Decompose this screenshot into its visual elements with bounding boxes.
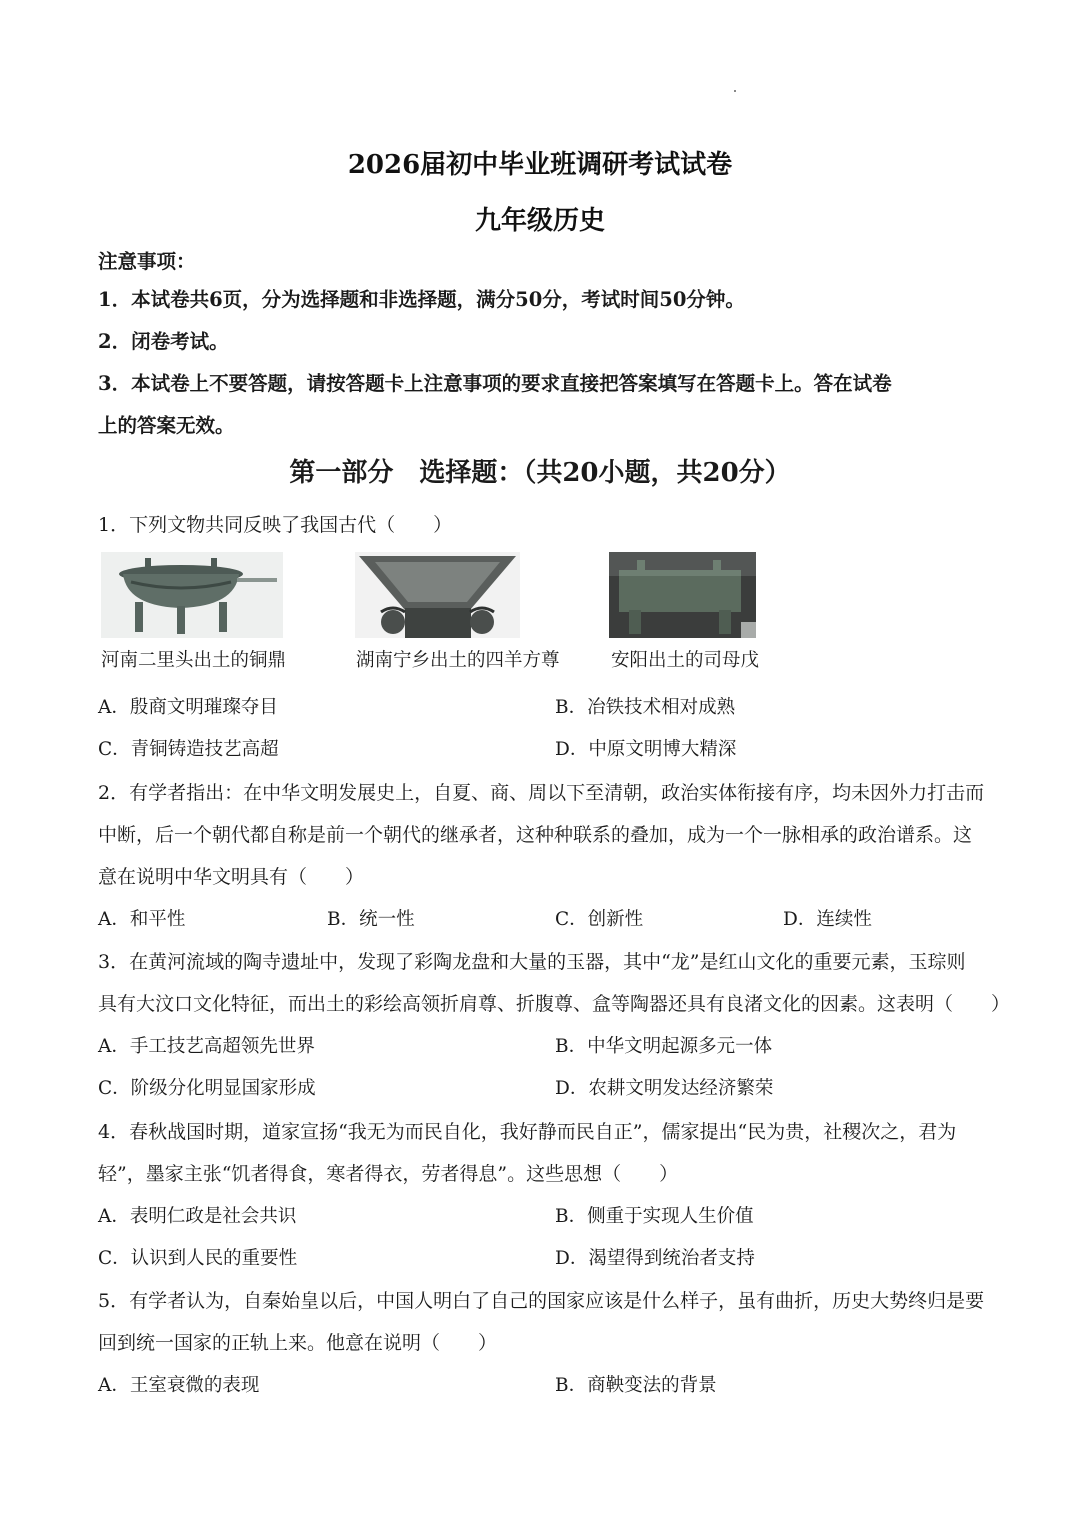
option-a: A．殷商文明璀璨夺目 <box>98 697 278 718</box>
option-b: B．商鞅变法的背景 <box>555 1375 717 1396</box>
artifact-caption: 湖南宁乡出土的四羊方尊 <box>356 650 560 671</box>
option-d: D．连续性 <box>783 909 872 930</box>
option-b: B．冶铁技术相对成熟 <box>555 697 736 718</box>
question-stem: 5．有学者认为，自秦始皇以后，中国人明白了自己的国家应该是什么样子，虽有曲折，历史大势终归是要 <box>98 1290 985 1312</box>
option-b: B．统一性 <box>327 909 415 930</box>
option-d: D．农耕文明发达经济繁荣 <box>555 1078 774 1099</box>
option-c: C．青铜铸造技艺高超 <box>98 739 279 760</box>
notice-item: 上的答案无效。 <box>98 414 235 437</box>
question-stem: 具有大汶口文化特征，而出土的彩绘高领折肩尊、折腹尊、盒等陶器还具有良渚文化的因素。这表明（ ） <box>98 993 1011 1015</box>
option-a: A．表明仁政是社会共识 <box>98 1206 297 1227</box>
question-stem: 3．在黄河流域的陶寺遗址中，发现了彩陶龙盘和大量的玉器，其中“龙”是红山文化的重要元素，玉琮则 <box>98 951 966 973</box>
question-stem: 中断，后一个朝代都自称是前一个朝代的继承者，这种种联系的叠加，成为一个一脉相承的政治谱系。这 <box>98 824 973 846</box>
option-b: B．中华文明起源多元一体 <box>555 1036 773 1057</box>
option-d: D．渴望得到统治者支持 <box>555 1248 755 1269</box>
option-d: D．中原文明博大精深 <box>555 739 737 760</box>
question-stem: 2．有学者指出：在中华文明发展史上，自夏、商、周以下至清朝，政治实体衔接有序，均未因外力打击而 <box>98 782 985 804</box>
question-stem: 轻”，墨家主张“饥者得食，寒者得衣，劳者得息”。这些思想（ ） <box>98 1163 679 1185</box>
notice-item: 1．本试卷共6页，分为选择题和非选择题，满分50分，考试时间50分钟。 <box>98 288 745 311</box>
artifact-caption: 河南二里头出土的铜鼎 <box>101 650 287 671</box>
option-a: A．和平性 <box>98 909 186 930</box>
option-c: C．阶级分化明显国家形成 <box>98 1078 316 1099</box>
simuwu-ding-image <box>609 552 756 638</box>
four-ram-zun-image <box>355 552 520 638</box>
option-c: C．创新性 <box>555 909 644 930</box>
question-stem: 4．春秋战国时期，道家宣扬“我无为而民自化，我好静而民自正”，儒家提出“民为贵，社稷次之，君为 <box>98 1121 957 1143</box>
exam-title: 2026届初中毕业班调研考试试卷 <box>347 150 733 180</box>
artifact-caption: 安阳出土的司母戊 <box>611 650 760 671</box>
scan-speck <box>734 90 736 92</box>
section-title: 第一部分 选择题：（共20小题，共20分） <box>289 458 791 488</box>
option-a: A．手工技艺高超领先世界 <box>98 1036 315 1057</box>
question-stem: 1．下列文物共同反映了我国古代（ ） <box>98 514 453 536</box>
bronze-ding-image <box>101 552 283 638</box>
notice-item: 2．闭卷考试。 <box>98 330 229 353</box>
notice-item: 3．本试卷上不要答题，请按答题卡上注意事项的要求直接把答案填写在答题卡上。答在试卷 <box>98 372 892 395</box>
option-b: B．侧重于实现人生价值 <box>555 1206 754 1227</box>
exam-subject: 九年级历史 <box>474 206 605 236</box>
option-a: A．王室衰微的表现 <box>98 1375 260 1396</box>
notice-heading: 注意事项： <box>98 250 196 273</box>
question-stem: 意在说明中华文明具有（ ） <box>98 866 365 888</box>
option-c: C．认识到人民的重要性 <box>98 1248 298 1269</box>
question-stem: 回到统一国家的正轨上来。他意在说明（ ） <box>98 1332 498 1354</box>
